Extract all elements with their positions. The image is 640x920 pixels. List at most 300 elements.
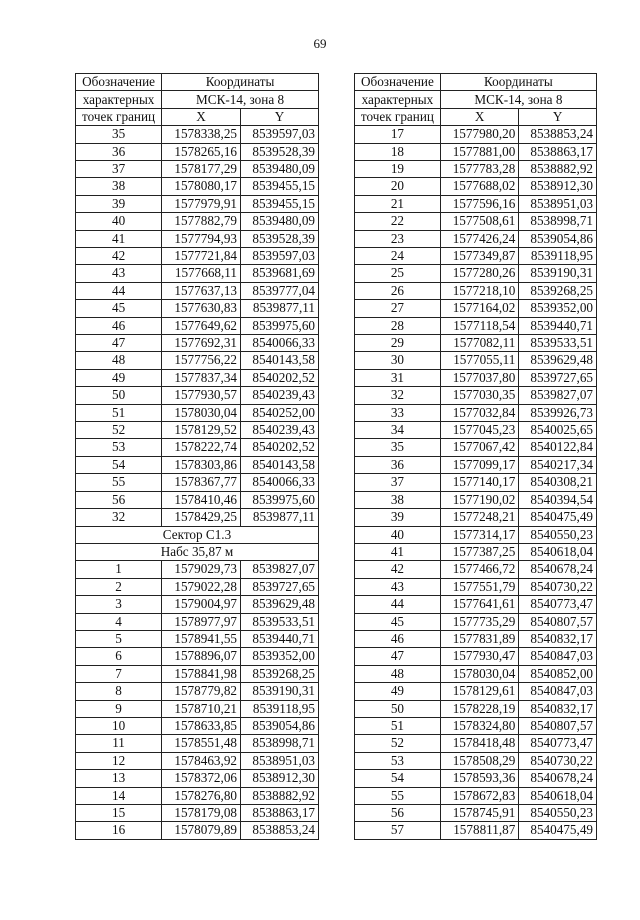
table-row	[76, 509, 319, 526]
table-row	[76, 282, 319, 299]
point-id-cell: 9	[76, 700, 162, 717]
point-id-cell: 36	[76, 143, 162, 160]
table-row	[76, 683, 319, 700]
y-coordinate-cell: 8540308,21	[519, 474, 597, 491]
y-coordinate-cell: 8540217,34	[519, 456, 597, 473]
y-coordinate-cell: 8538853,24	[519, 126, 597, 143]
y-coordinate-cell: 8539528,39	[241, 143, 319, 160]
point-id-cell: 3	[76, 596, 162, 613]
y-coordinate-cell: 8539533,51	[519, 335, 597, 352]
y-coordinate-cell: 8539877,11	[241, 509, 319, 526]
point-id-cell: 49	[355, 683, 441, 700]
y-coordinate-cell: 8539827,07	[519, 387, 597, 404]
table-row	[76, 474, 319, 491]
table-row	[355, 143, 597, 160]
x-coordinate-cell: 1577668,11	[162, 265, 241, 282]
header-y: Y	[519, 108, 597, 125]
y-coordinate-cell: 8538912,30	[519, 178, 597, 195]
table-row	[76, 822, 319, 839]
point-id-cell: 4	[76, 613, 162, 630]
y-coordinate-cell: 8540730,22	[519, 752, 597, 769]
y-coordinate-cell: 8539480,09	[241, 213, 319, 230]
point-id-cell: 6	[76, 648, 162, 665]
point-id-cell: 40	[76, 213, 162, 230]
point-id-cell: 18	[355, 143, 441, 160]
table-row	[355, 770, 597, 787]
point-id-cell: 39	[355, 509, 441, 526]
y-coordinate-cell: 8538882,92	[519, 160, 597, 177]
x-coordinate-cell: 1577426,24	[440, 230, 519, 247]
x-coordinate-cell: 1578324,80	[440, 717, 519, 734]
table-row	[76, 805, 319, 822]
header-designation-line: Обозначение	[355, 74, 441, 91]
x-coordinate-cell: 1578896,07	[162, 648, 241, 665]
header-designation-line: точек границ	[76, 108, 162, 125]
x-coordinate-cell: 1577794,93	[162, 230, 241, 247]
x-coordinate-cell: 1577387,25	[440, 543, 519, 560]
point-id-cell: 10	[76, 717, 162, 734]
table-row	[76, 578, 319, 595]
y-coordinate-cell: 8540066,33	[241, 474, 319, 491]
point-id-cell: 54	[355, 770, 441, 787]
table-row	[355, 300, 597, 317]
point-id-cell: 38	[355, 491, 441, 508]
x-coordinate-cell: 1577099,17	[440, 456, 519, 473]
y-coordinate-cell: 8540847,03	[519, 648, 597, 665]
table-row	[76, 613, 319, 630]
x-coordinate-cell: 1578633,85	[162, 717, 241, 734]
header-designation-line: точек границ	[355, 108, 441, 125]
y-coordinate-cell: 8540852,00	[519, 665, 597, 682]
y-coordinate-cell: 8540832,17	[519, 630, 597, 647]
x-coordinate-cell: 1578841,98	[162, 665, 241, 682]
y-coordinate-cell: 8539118,95	[519, 248, 597, 265]
x-coordinate-cell: 1577551,79	[440, 578, 519, 595]
y-coordinate-cell: 8540807,57	[519, 613, 597, 630]
point-id-cell: 53	[355, 752, 441, 769]
x-coordinate-cell: 1577882,79	[162, 213, 241, 230]
y-coordinate-cell: 8540202,52	[241, 439, 319, 456]
point-id-cell: 46	[76, 317, 162, 334]
y-coordinate-cell: 8539268,25	[241, 665, 319, 682]
y-coordinate-cell: 8538863,17	[519, 143, 597, 160]
y-coordinate-cell: 8539777,04	[241, 282, 319, 299]
y-coordinate-cell: 8538998,71	[519, 213, 597, 230]
table-row	[355, 404, 597, 421]
x-coordinate-cell: 1577831,89	[440, 630, 519, 647]
point-id-cell: 12	[76, 752, 162, 769]
table-row	[355, 387, 597, 404]
x-coordinate-cell: 1578463,92	[162, 752, 241, 769]
y-coordinate-cell: 8539727,65	[519, 369, 597, 386]
table-header	[355, 74, 597, 126]
table-row	[355, 474, 597, 491]
y-coordinate-cell: 8539597,03	[241, 248, 319, 265]
header-designation-line: характерных	[355, 91, 441, 108]
page-number: 69	[313, 36, 327, 51]
x-coordinate-cell: 1577118,54	[440, 317, 519, 334]
y-coordinate-cell: 8540252,00	[241, 404, 319, 421]
table-row	[355, 230, 597, 247]
y-coordinate-cell: 8539455,15	[241, 178, 319, 195]
point-id-cell: 13	[76, 770, 162, 787]
table-body	[355, 126, 597, 840]
y-coordinate-cell: 8539629,48	[519, 352, 597, 369]
table-row	[355, 630, 597, 647]
point-id-cell: 29	[355, 335, 441, 352]
table-row	[355, 178, 597, 195]
point-id-cell: 48	[355, 665, 441, 682]
y-coordinate-cell: 8540618,04	[519, 787, 597, 804]
table-row	[76, 230, 319, 247]
y-coordinate-cell: 8540550,23	[519, 805, 597, 822]
x-coordinate-cell: 1577314,17	[440, 526, 519, 543]
table-row	[355, 456, 597, 473]
point-id-cell: 55	[76, 474, 162, 491]
table-row	[76, 422, 319, 439]
x-coordinate-cell: 1579004,97	[162, 596, 241, 613]
table-row	[355, 352, 597, 369]
table-row	[355, 752, 597, 769]
point-id-cell: 37	[76, 160, 162, 177]
table-row	[76, 735, 319, 752]
y-coordinate-cell: 8540202,52	[241, 369, 319, 386]
x-coordinate-cell: 1577630,83	[162, 300, 241, 317]
point-id-cell: 57	[355, 822, 441, 839]
table-row	[76, 317, 319, 334]
point-id-cell: 38	[76, 178, 162, 195]
point-id-cell: 32	[76, 509, 162, 526]
x-coordinate-cell: 1579029,73	[162, 561, 241, 578]
y-coordinate-cell: 8540773,47	[519, 596, 597, 613]
x-coordinate-cell: 1578079,89	[162, 822, 241, 839]
point-id-cell: 21	[355, 195, 441, 212]
y-coordinate-cell: 8539975,60	[241, 317, 319, 334]
x-coordinate-cell: 1578941,55	[162, 630, 241, 647]
y-coordinate-cell: 8538912,30	[241, 770, 319, 787]
x-coordinate-cell: 1577783,28	[440, 160, 519, 177]
point-id-cell: 55	[355, 787, 441, 804]
x-coordinate-cell: 1577218,10	[440, 282, 519, 299]
x-coordinate-cell: 1577641,61	[440, 596, 519, 613]
x-coordinate-cell: 1578418,48	[440, 735, 519, 752]
table-body	[76, 126, 319, 526]
y-coordinate-cell: 8540122,84	[519, 439, 597, 456]
x-coordinate-cell: 1577881,00	[440, 143, 519, 160]
point-id-cell: 49	[76, 369, 162, 386]
table-row	[76, 213, 319, 230]
point-id-cell: 30	[355, 352, 441, 369]
y-coordinate-cell: 8540239,43	[241, 387, 319, 404]
table-row	[355, 648, 597, 665]
table-row	[76, 404, 319, 421]
table-row	[76, 787, 319, 804]
x-coordinate-cell: 1577649,62	[162, 317, 241, 334]
x-coordinate-cell: 1577596,16	[440, 195, 519, 212]
table-row	[76, 770, 319, 787]
y-coordinate-cell: 8538882,92	[241, 787, 319, 804]
x-coordinate-cell: 1577030,35	[440, 387, 519, 404]
table-row	[355, 160, 597, 177]
x-coordinate-cell: 1577756,22	[162, 352, 241, 369]
y-coordinate-cell: 8540025,65	[519, 422, 597, 439]
y-coordinate-cell: 8540550,23	[519, 526, 597, 543]
table-row	[76, 700, 319, 717]
point-id-cell: 19	[355, 160, 441, 177]
x-coordinate-cell: 1578745,91	[440, 805, 519, 822]
point-id-cell: 25	[355, 265, 441, 282]
point-id-cell: 5	[76, 630, 162, 647]
section-title: Сектор С1.3	[76, 526, 319, 543]
table-row	[355, 805, 597, 822]
point-id-cell: 32	[355, 387, 441, 404]
point-id-cell: 22	[355, 213, 441, 230]
y-coordinate-cell: 8538998,71	[241, 735, 319, 752]
y-coordinate-cell: 8539440,71	[519, 317, 597, 334]
x-coordinate-cell: 1577721,84	[162, 248, 241, 265]
y-coordinate-cell: 8539480,09	[241, 160, 319, 177]
table-row	[76, 387, 319, 404]
point-id-cell: 7	[76, 665, 162, 682]
point-id-cell: 47	[76, 335, 162, 352]
table-header	[76, 74, 319, 126]
point-id-cell: 56	[76, 491, 162, 508]
point-id-cell: 28	[355, 317, 441, 334]
x-coordinate-cell: 1578080,17	[162, 178, 241, 195]
x-coordinate-cell: 1578338,25	[162, 126, 241, 143]
x-coordinate-cell: 1577349,87	[440, 248, 519, 265]
table-row	[76, 160, 319, 177]
table-row	[355, 613, 597, 630]
table-row	[76, 352, 319, 369]
y-coordinate-cell: 8539054,86	[519, 230, 597, 247]
point-id-cell: 44	[355, 596, 441, 613]
point-id-cell: 40	[355, 526, 441, 543]
point-id-cell: 54	[76, 456, 162, 473]
x-coordinate-cell: 1577979,91	[162, 195, 241, 212]
x-coordinate-cell: 1578977,97	[162, 613, 241, 630]
point-id-cell: 52	[76, 422, 162, 439]
x-coordinate-cell: 1578551,48	[162, 735, 241, 752]
coordinates-table-left	[75, 73, 319, 840]
x-coordinate-cell: 1577190,02	[440, 491, 519, 508]
x-coordinate-cell: 1577037,80	[440, 369, 519, 386]
header-coords-title-line: МСК-14, зона 8	[440, 91, 596, 108]
y-coordinate-cell: 8539054,86	[241, 717, 319, 734]
section-subtitle: Набс 35,87 м	[76, 543, 319, 560]
y-coordinate-cell: 8540807,57	[519, 717, 597, 734]
table-row	[76, 335, 319, 352]
y-coordinate-cell: 8539190,31	[519, 265, 597, 282]
y-coordinate-cell: 8539352,00	[519, 300, 597, 317]
y-coordinate-cell: 8540730,22	[519, 578, 597, 595]
point-id-cell: 41	[76, 230, 162, 247]
point-id-cell: 45	[355, 613, 441, 630]
table-row	[76, 630, 319, 647]
table-row	[355, 578, 597, 595]
point-id-cell: 11	[76, 735, 162, 752]
point-id-cell: 35	[355, 439, 441, 456]
y-coordinate-cell: 8538863,17	[241, 805, 319, 822]
y-coordinate-cell: 8539190,31	[241, 683, 319, 700]
table-row	[355, 317, 597, 334]
point-id-cell: 41	[355, 543, 441, 560]
point-id-cell: 2	[76, 578, 162, 595]
x-coordinate-cell: 1577692,31	[162, 335, 241, 352]
x-coordinate-cell: 1577082,11	[440, 335, 519, 352]
x-coordinate-cell: 1577055,11	[440, 352, 519, 369]
point-id-cell: 45	[76, 300, 162, 317]
coordinates-table-right	[354, 73, 597, 840]
point-id-cell: 23	[355, 230, 441, 247]
table-row	[355, 683, 597, 700]
table-row	[355, 700, 597, 717]
point-id-cell: 17	[355, 126, 441, 143]
table-row	[76, 665, 319, 682]
table-row	[355, 561, 597, 578]
table-body	[76, 561, 319, 840]
table-row	[76, 143, 319, 160]
x-coordinate-cell: 1578177,29	[162, 160, 241, 177]
y-coordinate-cell: 8539681,69	[241, 265, 319, 282]
table-row	[76, 439, 319, 456]
table-row	[76, 491, 319, 508]
y-coordinate-cell: 8540066,33	[241, 335, 319, 352]
table-row	[355, 665, 597, 682]
y-coordinate-cell: 8539877,11	[241, 300, 319, 317]
x-coordinate-cell: 1578367,77	[162, 474, 241, 491]
table-row	[355, 282, 597, 299]
point-id-cell: 15	[76, 805, 162, 822]
point-id-cell: 53	[76, 439, 162, 456]
x-coordinate-cell: 1578779,82	[162, 683, 241, 700]
point-id-cell: 39	[76, 195, 162, 212]
point-id-cell: 8	[76, 683, 162, 700]
point-id-cell: 56	[355, 805, 441, 822]
y-coordinate-cell: 8539975,60	[241, 491, 319, 508]
table-row	[355, 335, 597, 352]
y-coordinate-cell: 8540773,47	[519, 735, 597, 752]
y-coordinate-cell: 8540475,49	[519, 822, 597, 839]
point-id-cell: 47	[355, 648, 441, 665]
point-id-cell: 16	[76, 822, 162, 839]
point-id-cell: 42	[76, 248, 162, 265]
point-id-cell: 43	[355, 578, 441, 595]
x-coordinate-cell: 1577164,02	[440, 300, 519, 317]
header-coords-title-line: Координаты	[440, 74, 596, 91]
point-id-cell: 26	[355, 282, 441, 299]
y-coordinate-cell: 8538853,24	[241, 822, 319, 839]
table-row	[355, 787, 597, 804]
x-coordinate-cell: 1578410,46	[162, 491, 241, 508]
x-coordinate-cell: 1578276,80	[162, 787, 241, 804]
point-id-cell: 1	[76, 561, 162, 578]
y-coordinate-cell: 8538951,03	[241, 752, 319, 769]
x-coordinate-cell: 1577248,21	[440, 509, 519, 526]
x-coordinate-cell: 1577508,61	[440, 213, 519, 230]
table-row	[355, 422, 597, 439]
y-coordinate-cell: 8538951,03	[519, 195, 597, 212]
table-row	[355, 439, 597, 456]
x-coordinate-cell: 1578265,16	[162, 143, 241, 160]
x-coordinate-cell: 1578179,08	[162, 805, 241, 822]
x-coordinate-cell: 1578228,19	[440, 700, 519, 717]
y-coordinate-cell: 8539533,51	[241, 613, 319, 630]
y-coordinate-cell: 8540143,58	[241, 352, 319, 369]
y-coordinate-cell: 8540678,24	[519, 561, 597, 578]
point-id-cell: 37	[355, 474, 441, 491]
x-coordinate-cell: 1578030,04	[440, 665, 519, 682]
point-id-cell: 51	[76, 404, 162, 421]
y-coordinate-cell: 8539268,25	[519, 282, 597, 299]
x-coordinate-cell: 1577067,42	[440, 439, 519, 456]
x-coordinate-cell: 1577032,84	[440, 404, 519, 421]
section-header	[76, 526, 319, 561]
y-coordinate-cell: 8539727,65	[241, 578, 319, 595]
point-id-cell: 48	[76, 352, 162, 369]
header-coords-title-line: МСК-14, зона 8	[162, 91, 319, 108]
y-coordinate-cell: 8540847,03	[519, 683, 597, 700]
y-coordinate-cell: 8540394,54	[519, 491, 597, 508]
y-coordinate-cell: 8539440,71	[241, 630, 319, 647]
x-coordinate-cell: 1577930,57	[162, 387, 241, 404]
x-coordinate-cell: 1578222,74	[162, 439, 241, 456]
table-row	[76, 369, 319, 386]
point-id-cell: 42	[355, 561, 441, 578]
x-coordinate-cell: 1577280,26	[440, 265, 519, 282]
y-coordinate-cell: 8539455,15	[241, 195, 319, 212]
table-row	[76, 596, 319, 613]
x-coordinate-cell: 1578710,21	[162, 700, 241, 717]
y-coordinate-cell: 8539629,48	[241, 596, 319, 613]
table-row	[355, 491, 597, 508]
y-coordinate-cell: 8539118,95	[241, 700, 319, 717]
x-coordinate-cell: 1577466,72	[440, 561, 519, 578]
table-row	[355, 596, 597, 613]
x-coordinate-cell: 1578672,83	[440, 787, 519, 804]
point-id-cell: 43	[76, 265, 162, 282]
y-coordinate-cell: 8539926,73	[519, 404, 597, 421]
point-id-cell: 14	[76, 787, 162, 804]
table-row	[76, 456, 319, 473]
table-row	[355, 369, 597, 386]
y-coordinate-cell: 8539352,00	[241, 648, 319, 665]
point-id-cell: 44	[76, 282, 162, 299]
point-id-cell: 31	[355, 369, 441, 386]
point-id-cell: 34	[355, 422, 441, 439]
y-coordinate-cell: 8540239,43	[241, 422, 319, 439]
table-row	[355, 822, 597, 839]
x-coordinate-cell: 1577637,13	[162, 282, 241, 299]
header-x: X	[440, 108, 519, 125]
point-id-cell: 36	[355, 456, 441, 473]
table-row	[76, 126, 319, 143]
point-id-cell: 24	[355, 248, 441, 265]
x-coordinate-cell: 1578593,36	[440, 770, 519, 787]
x-coordinate-cell: 1578129,52	[162, 422, 241, 439]
point-id-cell: 33	[355, 404, 441, 421]
header-coords-title-line: Координаты	[162, 74, 319, 91]
y-coordinate-cell: 8540618,04	[519, 543, 597, 560]
y-coordinate-cell: 8540475,49	[519, 509, 597, 526]
header-y: Y	[241, 108, 319, 125]
x-coordinate-cell: 1578030,04	[162, 404, 241, 421]
x-coordinate-cell: 1577930,47	[440, 648, 519, 665]
point-id-cell: 51	[355, 717, 441, 734]
point-id-cell: 20	[355, 178, 441, 195]
x-coordinate-cell: 1577980,20	[440, 126, 519, 143]
y-coordinate-cell: 8539827,07	[241, 561, 319, 578]
